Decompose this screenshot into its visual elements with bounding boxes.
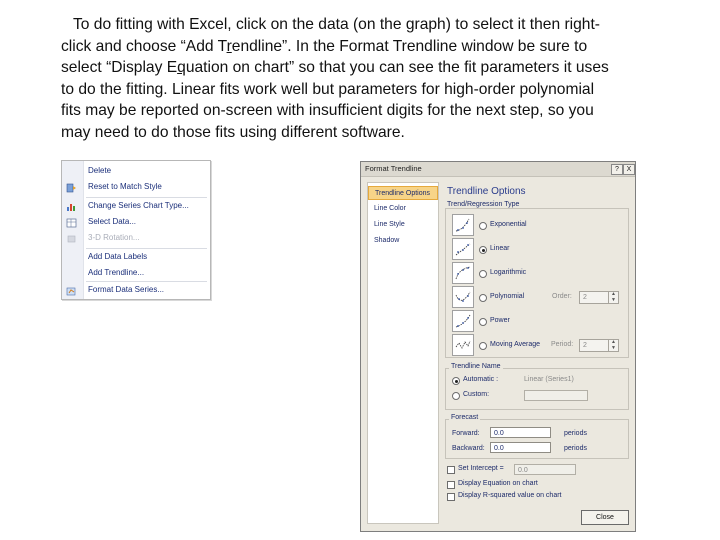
menu-item-add-trendline[interactable]: Add Trendline... [88, 268, 145, 277]
instruction-line: select “Display Equation on chart” so that you can see the fit parameters it uses [61, 59, 609, 77]
options-heading: Trendline Options [447, 186, 526, 197]
logarithmic-radio[interactable] [479, 270, 487, 278]
menu-icon-gutter [62, 161, 84, 299]
set-intercept-checkbox[interactable] [447, 466, 455, 474]
dialog-title: Format Trendline [365, 164, 422, 173]
period-spinner[interactable] [579, 339, 619, 352]
set-intercept-label: Set Intercept = [458, 465, 504, 472]
power-thumbnail-icon [452, 310, 474, 332]
polynomial-radio[interactable] [479, 294, 487, 302]
order-label: Order: [552, 293, 572, 300]
order-value: 2 [583, 294, 587, 301]
reset-style-icon [66, 183, 77, 193]
menu-item-reset-style[interactable]: Reset to Match Style [88, 182, 162, 191]
forward-periods-label: periods [564, 430, 587, 437]
instruction-line: to do the fitting. Linear fits work well but parameters for high-order polynomial [61, 80, 595, 98]
close-x-button[interactable]: X [623, 164, 635, 175]
nav-trendline-options[interactable]: Trendline Options [368, 186, 438, 200]
linear-thumbnail-icon [452, 238, 474, 260]
name-automatic-value: Linear (Series1) [524, 376, 574, 383]
trend-type-label: Trend/Regression Type [447, 201, 520, 208]
display-r-squared-checkbox[interactable] [447, 493, 455, 501]
backward-input[interactable]: 0.0 [490, 442, 551, 453]
period-value: 2 [583, 342, 587, 349]
dialog-titlebar [361, 162, 635, 177]
name-custom-label: Custom: [463, 391, 490, 398]
power-radio[interactable] [479, 318, 487, 326]
exponential-thumbnail-icon [452, 214, 474, 236]
spinner-arrows-icon[interactable]: ▲ ▼ [608, 340, 618, 351]
instruction-line: To do fitting with Excel, click on the data (on the graph) to select it then right- [73, 16, 600, 33]
spinner-arrows-icon[interactable]: ▲ ▼ [608, 292, 618, 303]
context-menu [61, 160, 211, 300]
nav-shadow[interactable]: Shadow [374, 237, 400, 244]
menu-separator [86, 248, 207, 249]
help-button[interactable]: ? [611, 164, 623, 175]
forward-input[interactable]: 0.0 [490, 427, 551, 438]
close-button[interactable]: Close [581, 510, 629, 525]
forecast-group [445, 419, 629, 459]
exponential-radio[interactable] [479, 222, 487, 230]
moving-average-label: Moving Average [490, 341, 541, 348]
forward-label: Forward: [452, 430, 480, 437]
custom-name-input[interactable] [524, 390, 588, 401]
menu-item-add-data-labels[interactable]: Add Data Labels [88, 252, 148, 261]
display-equation-label: Display Equation on chart [458, 480, 538, 487]
instruction-line: click and choose “Add Trendline”. In the Format Trendline window be sure to [61, 37, 588, 55]
name-custom-radio[interactable] [452, 392, 460, 400]
intercept-input[interactable]: 0.0 [514, 464, 576, 475]
backward-periods-label: periods [564, 445, 587, 452]
polynomial-thumbnail-icon [452, 286, 474, 308]
logarithmic-thumbnail-icon [452, 262, 474, 284]
display-equation-checkbox[interactable] [447, 481, 455, 489]
forecast-title: Forecast [451, 414, 479, 421]
menu-item-select-data[interactable]: Select Data... [88, 217, 137, 226]
linear-radio[interactable] [479, 246, 487, 254]
chart-type-icon [66, 202, 77, 212]
menu-item-delete[interactable]: Delete [88, 166, 112, 175]
menu-separator [86, 197, 207, 198]
trendline-name-title: Trendline Name [451, 363, 501, 370]
moving-average-radio[interactable] [479, 342, 487, 350]
nav-line-color[interactable]: Line Color [374, 205, 406, 212]
menu-separator [86, 281, 207, 282]
order-spinner[interactable] [579, 291, 619, 304]
select-data-icon [66, 218, 77, 228]
linear-label: Linear [490, 245, 510, 252]
format-series-icon [66, 286, 77, 296]
backward-label: Backward: [452, 445, 485, 452]
nav-line-style[interactable]: Line Style [374, 221, 405, 228]
logarithmic-label: Logarithmic [490, 269, 527, 276]
menu-item-3d-rotation: 3-D Rotation... [88, 233, 140, 242]
dialog-nav-pane [367, 182, 439, 524]
name-automatic-label: Automatic : [463, 376, 499, 383]
trendline-name-group [445, 368, 629, 410]
instruction-text [61, 14, 661, 144]
exponential-label: Exponential [490, 221, 527, 228]
instruction-line: may need to do those fits using different software. [61, 123, 405, 141]
display-r-squared-label: Display R-squared value on chart [458, 492, 562, 499]
menu-item-format-data-series[interactable]: Format Data Series... [88, 285, 165, 294]
moving-average-thumbnail-icon [452, 334, 474, 356]
format-trendline-dialog [360, 161, 636, 532]
power-label: Power [490, 317, 510, 324]
name-automatic-radio[interactable] [452, 377, 460, 385]
period-label: Period: [551, 341, 574, 348]
instruction-line: fits may be reported on-screen with insufficient digits for the next step, so you [61, 102, 594, 120]
menu-item-change-chart-type[interactable]: Change Series Chart Type... [88, 201, 189, 210]
rotation-icon [66, 234, 77, 244]
polynomial-label: Polynomial [490, 293, 525, 300]
